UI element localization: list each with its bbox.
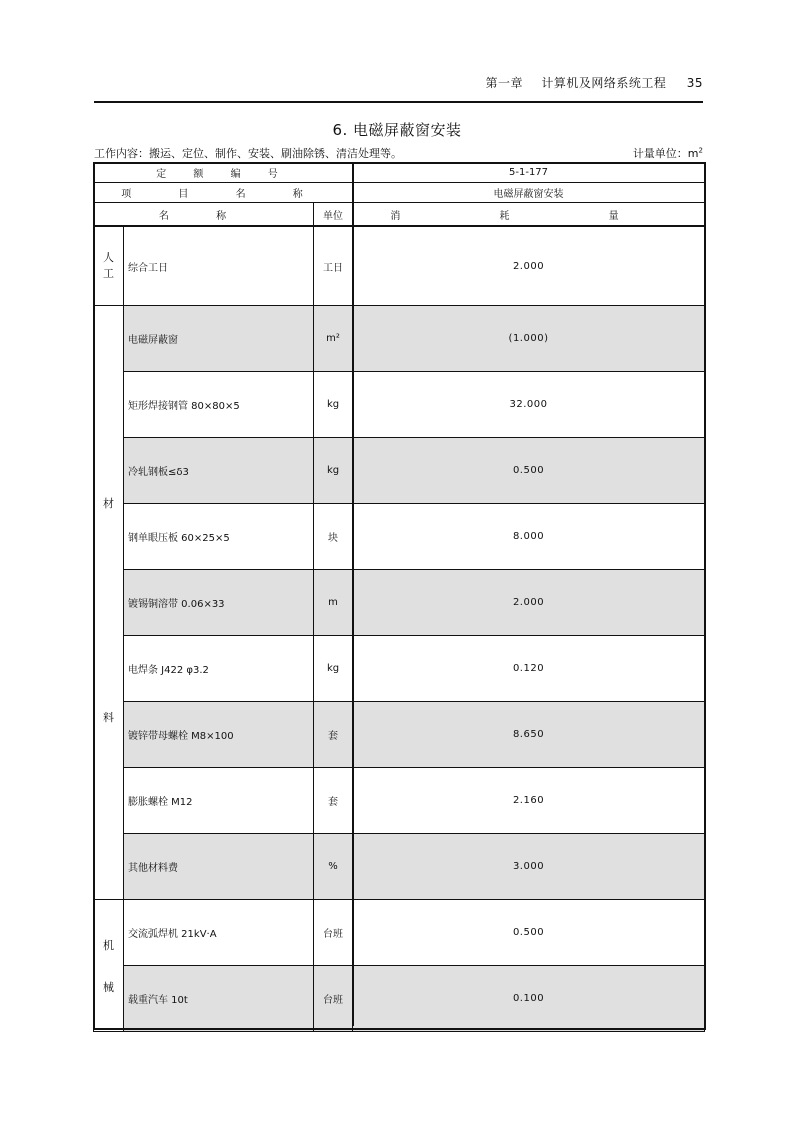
row-unit: kg bbox=[314, 438, 353, 504]
row-unit: 块 bbox=[314, 504, 353, 570]
row-value: 0.100 bbox=[353, 966, 705, 1032]
col-header-consumption-text: 消 耗 量 bbox=[390, 210, 667, 222]
row-value: 8.000 bbox=[353, 504, 705, 570]
row-value: 3.000 bbox=[353, 834, 705, 900]
measure-unit-superscript: 2 bbox=[698, 146, 703, 155]
row-value: (1.000) bbox=[353, 306, 705, 372]
row-value: 0.120 bbox=[353, 636, 705, 702]
row-name: 冷轧钢板≤δ3 bbox=[124, 438, 314, 504]
item-name-cell bbox=[353, 183, 705, 203]
quota-code: 5-1-177 bbox=[509, 167, 549, 178]
col-header-unit-text: 单位 bbox=[323, 210, 343, 222]
category-material bbox=[94, 306, 124, 900]
row-name: 矩形焊接钢管 80×80×5 bbox=[124, 372, 314, 438]
row-name: 载重汽车 10t bbox=[124, 966, 314, 1032]
item-name: 电磁屏蔽窗安装 bbox=[493, 189, 564, 200]
row-name: 电焊条 J422 φ3.2 bbox=[124, 636, 314, 702]
chapter-label: 第一章 bbox=[485, 76, 524, 90]
page-title: 6. 电磁屏蔽窗安装 bbox=[332, 121, 462, 139]
row-unit: 台班 bbox=[314, 966, 353, 1032]
row-unit: kg bbox=[314, 636, 353, 702]
category-labor bbox=[94, 226, 124, 306]
row-unit: kg bbox=[314, 372, 353, 438]
row-name: 综合工日 bbox=[124, 226, 314, 306]
row-value: 0.500 bbox=[353, 438, 705, 504]
row-value: 0.500 bbox=[353, 900, 705, 966]
measure-unit-label: 计量单位：m bbox=[632, 147, 699, 160]
row-unit: 套 bbox=[314, 768, 353, 834]
row-name: 镀锡铜溶带 0.06×33 bbox=[124, 570, 314, 636]
row-name: 电磁屏蔽窗 bbox=[124, 306, 314, 372]
row-unit: % bbox=[314, 834, 353, 900]
category-labor-text: 人工 bbox=[103, 251, 114, 280]
quota-code-label: 定 额 编 号 bbox=[156, 169, 290, 180]
page-header bbox=[94, 74, 703, 94]
row-name: 膨胀螺栓 M12 bbox=[124, 768, 314, 834]
quota-code-label-cell bbox=[94, 163, 353, 183]
row-value: 32.000 bbox=[353, 372, 705, 438]
category-material-bottom: 料 bbox=[103, 711, 114, 724]
row-unit: 工日 bbox=[314, 226, 353, 306]
row-unit: 套 bbox=[314, 702, 353, 768]
col-header-name-text: 名 称 bbox=[158, 210, 249, 222]
col-header-unit bbox=[314, 203, 353, 227]
quota-table bbox=[93, 162, 705, 1032]
col-header-consumption bbox=[353, 203, 705, 227]
row-value: 8.650 bbox=[353, 702, 705, 768]
header-divider bbox=[94, 101, 703, 103]
row-value: 2.000 bbox=[353, 226, 705, 306]
row-unit: m bbox=[314, 570, 353, 636]
category-machine bbox=[94, 900, 124, 1032]
row-value: 2.000 bbox=[353, 570, 705, 636]
row-name: 交流弧焊机 21kV·A bbox=[124, 900, 314, 966]
quota-code-cell bbox=[353, 163, 705, 183]
row-name: 钢单眼压板 60×25×5 bbox=[124, 504, 314, 570]
work-content: 工作内容：搬运、定位、制作、安装、刷油除锈、清洁处理等。 bbox=[94, 147, 402, 160]
page-number: 35 bbox=[686, 76, 703, 90]
row-unit: m² bbox=[314, 306, 353, 372]
measure-unit bbox=[633, 145, 703, 161]
section-label: 计算机及网络系统工程 bbox=[541, 76, 667, 90]
category-machine-bottom: 械 bbox=[103, 981, 114, 994]
row-value: 2.160 bbox=[353, 768, 705, 834]
row-unit: 台班 bbox=[314, 900, 353, 966]
row-name: 镀锌带母螺栓 M8×100 bbox=[124, 702, 314, 768]
col-header-name bbox=[94, 203, 314, 227]
category-material-top: 材 bbox=[103, 497, 114, 510]
item-name-label: 项 目 名 称 bbox=[121, 189, 325, 200]
item-name-label-cell bbox=[94, 183, 353, 203]
row-name: 其他材料费 bbox=[124, 834, 314, 900]
category-machine-top: 机 bbox=[103, 939, 114, 952]
